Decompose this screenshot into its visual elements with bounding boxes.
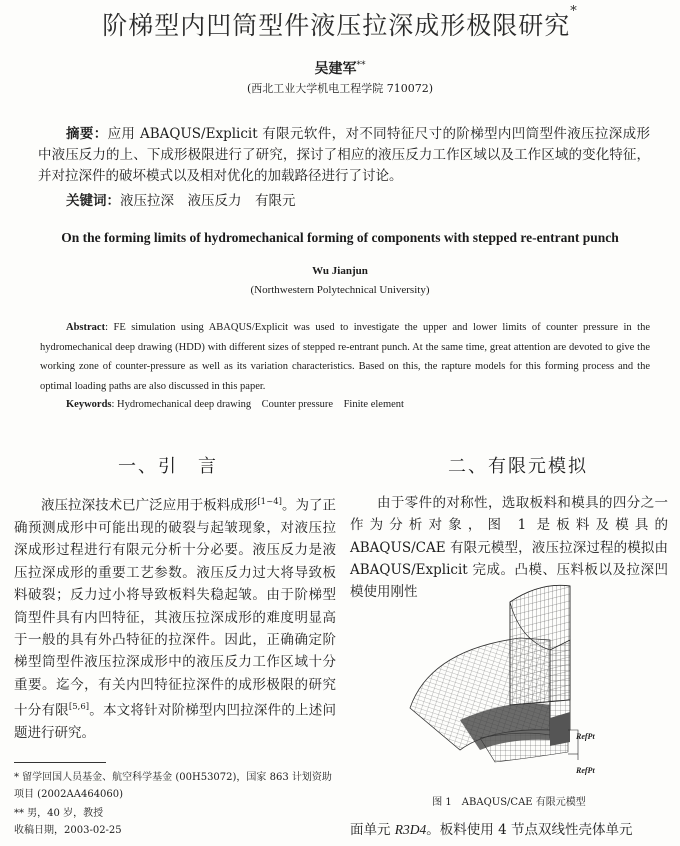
continuation-text-a: 面单元 [350, 822, 395, 838]
paper-title [0, 6, 680, 42]
element-type: R3D4 [394, 822, 427, 837]
abstract-en-label: Abstract [66, 322, 106, 333]
keywords-en-label: Keywords [66, 399, 112, 410]
section-2-body: 由于零件的对称性，选取板料和模具的四分之一作为分析对象，图 1 是板料及模具的 ABAQUS/CAE 有限元模型，液压拉深过程的模拟由 ABAQUS/Explicit 完成。凸模、压料板以及拉深凹模使用刚性 [350, 495, 668, 601]
fe-model-figure [400, 580, 670, 790]
citation-5-6: [5,6] [68, 702, 90, 713]
section-1-text-c: 。本文将针对阶梯型内凹拉深件的上述问题进行研究。 [14, 702, 337, 742]
section-2-heading: 二、有限元模拟 [448, 456, 588, 477]
continuation-text-b: 。板料使用 4 节点双线性壳体单元 [426, 822, 633, 838]
author-name: 吴建军 [314, 61, 357, 77]
paper-title-en: On the forming limits of hydromechanical forming of components with stepped re-entrant punch [61, 230, 619, 245]
footnote-rule [14, 762, 106, 763]
section-2-continuation [350, 818, 668, 838]
affiliation-en: (Northwestern Polytechnical University) [250, 284, 430, 296]
paper-title-text: 阶梯型内凹筒型件液压拉深成形极限研究 [102, 11, 571, 40]
abstract-en-text: : FE simulation using ABAQUS/Explicit was used to investigate the upper and lower limits of counter pressure in the hydromechanical deep drawing (HDD) with different sizes of stepped re-entrant punch. At the same time, great attention are devoted to give the working zone of counter-pressure as well as its variation characteristics. Based on this, the rapture models for this forming process and the optimal loading paths are also discussed in this paper. [40, 322, 650, 392]
abstract-en [40, 318, 650, 396]
section-1-text-b: 。为了正确预测成形中可能出现的破裂与起皱现象，对液压拉深成形过程进行有限元分析十分必要。液压反力是液压拉深成形的重要工艺参数。液压反力过大将导致板料破裂；反力过小将导致板料失稳起皱。由于阶梯型筒型件具有内凹特征，其液压拉深成形的难度明显高于一般的具有外凸特征的拉深件。因此，正确确定阶梯型筒型件液压拉深成形中的液压反力工作区域十分重要。迄今，有关内凹特征拉深件的成形极限的研究十分有限 [14, 497, 337, 719]
title-footnote-mark: * [570, 4, 578, 19]
figure-1-caption: 图 1 ABAQUS/CAE 有限元模型 [432, 797, 586, 808]
author-footnote-mark: ** [356, 60, 366, 71]
keywords-cn [66, 189, 296, 209]
refpt-label-upper: RefPt [576, 732, 595, 741]
refpt-label-lower: RefPt [576, 766, 595, 775]
citation-1-4: [1~4] [257, 497, 282, 507]
section-1-heading: 一、引 言 [118, 456, 218, 477]
keywords-en [66, 396, 404, 411]
keywords-cn-label: 关键词： [66, 193, 120, 209]
footnote-author: ** 男，40 岁，教授 [14, 808, 104, 819]
section-1-body [14, 491, 336, 744]
affiliation: (西北工业大学机电工程学院 710072) [246, 82, 434, 95]
keywords-cn-text: 液压拉深 液压反力 有限元 [120, 193, 296, 209]
author [0, 58, 680, 78]
abstract-cn-label: 摘要： [66, 126, 108, 142]
footnote-funding: * 留学回国人员基金、航空科学基金 (00H53072)，国家 863 计划资助项目 (2002AA464060) [14, 772, 332, 800]
abstract-cn [38, 124, 650, 187]
footnote-received: 收稿日期，2003-02-25 [14, 825, 122, 836]
author-en: Wu Jianjun [312, 265, 368, 277]
keywords-en-text: : Hydromechanical deep drawing Counter pressure Finite element [111, 399, 404, 410]
section-1-text-a: 液压拉深技术已广泛应用于板料成形 [41, 497, 258, 514]
abstract-cn-text: 应用 ABAQUS/Explicit 有限元软件，对不同特征尺寸的阶梯型内凹筒型件液压拉深成形中液压反力的上、下成形极限进行了研究，探讨了相应的液压反力工作区域以及工作区域的变化特征，并对拉深件的破坏模式以及相对优化的加载路径进行了讨论。 [38, 126, 650, 184]
